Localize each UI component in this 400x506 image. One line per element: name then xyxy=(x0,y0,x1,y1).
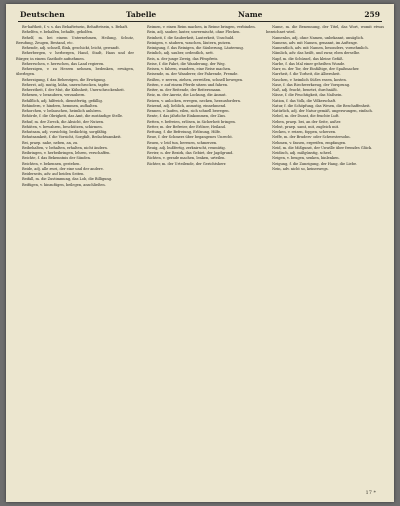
dictionary-entry: Nein, adv. nicht so, keineswegs. xyxy=(272,166,329,171)
dictionary-entry: Neigen, v. beugen, senken, hinlenken. xyxy=(272,156,340,161)
dictionary-entry: Behelf, m. bei einem Unternehmen, Heilung, Schutz, Berufung, Zeugen, Bestand, etc. xyxy=(16,35,134,45)
dictionary-entry: Reinigen, v. säubern, waschen, läutern, putzen. xyxy=(147,40,232,45)
dictionary-entry: Reinigung, f. das Reinigen, die Säuberung, Läuterung. xyxy=(147,46,244,50)
dictionary-entry: Nehmen, v. fassen, ergreifen, empfangen. xyxy=(272,140,347,145)
running-header xyxy=(16,8,384,22)
dictionary-entry: Neidisch, adj. mißgünstig, scheel. xyxy=(272,151,333,155)
dictionary-entry: Nebst, praep. samt, mit, zugleich mit. xyxy=(272,124,340,129)
dictionary-entry: Reisen, v. fahren, wandern, eine Reise machen. xyxy=(147,67,232,71)
dictionary-entry: Beherztheit, f. der Mut, die Kühnheit, Unerschrockenheit. xyxy=(22,88,125,92)
dictionary-entry: Bei, praep. nahe, neben, an, zu. xyxy=(22,140,79,145)
dictionary-page xyxy=(6,4,394,502)
dictionary-entry: Beichten, v. bekennen, gestehen. xyxy=(22,161,81,166)
dictionary-entry: Behexen, v. bezaubern, verzaubern. xyxy=(22,93,86,98)
dictionary-entry: Behörde, f. die Obrigkeit, das Amt, die zuständige Stelle. xyxy=(22,114,124,119)
dictionary-entry: Beherrschen, v. herrschen, das Land regieren. xyxy=(22,61,105,66)
dictionary-entry: Necken, v. reizen, foppen, scherzen. xyxy=(272,130,337,134)
dictionary-entry: Namentlich, adv. mit Namen, besonders, vornehmlich. xyxy=(272,46,369,50)
dictionary-entry: Beifügen, v. hinzufügen, beilegen, anschließen. xyxy=(22,182,106,187)
dictionary-entry: Narr, m. der Tor, der Einfältige, der Spaßmacher. xyxy=(272,67,360,71)
dictionary-entry: Nebel, m. der Dunst, die feuchte Luft. xyxy=(272,114,340,119)
dictionary-entry: Beichte, f. das Bekenntnis der Sünden. xyxy=(22,156,91,161)
dictionary-entry: Reue, f. der Schmerz über begangenes Unrecht. xyxy=(147,135,233,140)
dictionary-entry: Behüten, v. bewahren, beschützen, schirmen. xyxy=(22,124,103,129)
dictionary-entry: Retten, v. befreien, erlösen, in Sicherheit bringen. xyxy=(147,119,236,124)
dictionary-entry: Neffe, m. der Bruders- oder Schwestersohn. xyxy=(272,135,351,140)
header-rule xyxy=(18,21,382,22)
dictionary-entry: Rettung, f. die Befreiung, Erlösung, Hilfe. xyxy=(147,130,222,134)
dictionary-entry: Reisende, m. der Wanderer, der Fahrende, Fremde. xyxy=(147,72,239,77)
header-center-word-2: Name xyxy=(238,10,263,19)
dictionary-entry: Natürlich, adj. der Natur gemäß, ungezwungen, einfach. xyxy=(272,109,373,113)
dictionary-entry: Beherzt, adj. mutig, kühn, unerschrocken, tapfer. xyxy=(22,82,110,87)
dictionary-entry: Reiten, v. auf einem Pferde sitzen und fahren. xyxy=(147,82,229,87)
dictionary-entry: Reiz, m. der Anreiz, die Lockung, die Anmut. xyxy=(147,93,227,98)
page-number: 259 xyxy=(364,10,380,19)
dictionary-entry: Beibringen, v. herbeibringen, lehren, verschaffen. xyxy=(22,151,111,155)
header-center-word-1: Tabelle xyxy=(126,10,157,19)
dictionary-entry: Beherbergen, v. herbergen, Hand, Stadt, Haus und der Bürger, in einem Gasthofe aufnehmen. xyxy=(16,51,134,61)
dictionary-entry: Napf, m. die Schüssel, das kleine Gefäß. xyxy=(272,56,344,61)
dictionary-entry: Behilflich, adj. hilfreich, dienstfertig, gefällig. xyxy=(22,98,103,103)
dictionary-entry: Neid, m. die Mißgunst, der Unwille über fremdes Glück. xyxy=(272,145,373,150)
dictionary-entry: Reimen, v. einen Reim machen, in Reime bringen, verbinden. xyxy=(147,25,256,29)
dictionary-entry: Behorchen, v. belauschen, heimlich anhören. xyxy=(22,109,102,113)
dictionary-entry: Beide, adj. alle zwei, der eine und der andere. xyxy=(22,166,104,171)
header-left-word: Deutschen xyxy=(20,10,65,19)
dictionary-entry: Revier, n. der Bezirk, das Gebiet, der Jagdgrund. xyxy=(147,151,234,155)
dictionary-entry: Neben, praep. bei, an der Seite, außer. xyxy=(272,119,342,124)
dictionary-entry: Reise, f. die Fahrt, die Wanderung, der Weg. xyxy=(147,61,226,66)
dictionary-entry: Nase, f. das Riechwerkzeug, der Vorsprung. xyxy=(272,82,351,87)
dictionary-entry: Reizen, v. anlocken, erregen, necken, herausfordern. xyxy=(147,98,241,103)
dictionary-entry: Reiter, m. der Reitende, der Reitersmann. xyxy=(147,88,222,92)
dictionary-entry: Behelfen, v. behalfen, behalfe, geholfen. xyxy=(22,30,94,35)
text-column-3 xyxy=(266,25,384,493)
dictionary-entry: Neigung, f. die Zuneigung, der Hang, die Liebe. xyxy=(272,161,358,166)
dictionary-entry: Beibehalten, v. behalten, erhalten, nicht ändern. xyxy=(22,145,108,150)
dictionary-entry: Beiderseits, adv. auf beiden Seiten. xyxy=(22,172,85,176)
dictionary-entry: Reizend, adj. lieblich, anmutig, einnehmend. xyxy=(147,103,227,108)
dictionary-entry: Behutsam, adj. vorsichtig, bedächtig, sorgfältig. xyxy=(22,130,108,134)
dictionary-entry: Narrheit, f. die Torheit, die Albernheit. xyxy=(272,72,341,77)
dictionary-entry: Richten, v. gerade machen, lenken, urteilen. xyxy=(147,156,226,161)
dictionary-entry: Behutsamkeit, f. die Vorsicht, Sorgfalt, Bedachtsamkeit. xyxy=(22,135,122,140)
dictionary-entry: Rente, f. das jährliche Einkommen, der Zins. xyxy=(147,114,227,119)
dictionary-entry: Reißen, v. zerren, ziehen, zerreißen, schnell bewegen. xyxy=(147,77,244,82)
dictionary-entry: Naschen, v. heimlich Süßes essen, kosten. xyxy=(272,77,347,82)
dictionary-entry: Be-haftheit, f. v. s. das Behaftetsein, Behaftetsein, s. Behaft. xyxy=(22,25,129,29)
dictionary-entry: Beherzigung, f. das Beherzigen, die Erwägung. xyxy=(22,77,106,82)
dictionary-entry: Naß, adj. feucht, benetzt, durchnäßt. xyxy=(272,88,338,92)
dictionary-entry: Namens, adv. mit Namen, genannt, im Auftrage. xyxy=(272,40,358,45)
dictionary-entry: Beherzigen, v. zu Herzen nehmen, bedenken, erwägen, überlegen. xyxy=(16,67,134,77)
dictionary-entry: Behindern, v. hindern, hemmen, aufhalten. xyxy=(22,103,99,108)
dictionary-entry: Reuig, adj. bußfertig, zerknirscht, reumütig. xyxy=(147,145,226,150)
dictionary-entry: Reuen, v. leid tun, bereuen, schmerzen. xyxy=(147,140,218,145)
dictionary-entry: Narbe, f. das Mal einer geheilten Wunde. xyxy=(272,61,346,66)
dictionary-entry: Reinheit, f. die Sauberkeit, Lauterkeit, Unschuld. xyxy=(147,35,235,40)
signature-mark: 17 * xyxy=(365,490,376,496)
dictionary-entry: Behende, adj. schnell, flink, geschickt, leicht, gewandt. xyxy=(22,46,120,50)
dictionary-entry: Namenlos, adj. ohne Namen, unbekannt, unsäglich. xyxy=(272,35,364,40)
dictionary-entry: Richter, m. der Urteilende, der Gerichtsherr. xyxy=(147,161,227,166)
dictionary-entry: Retter, m. der Befreier, der Erlöser, Heiland. xyxy=(147,124,226,129)
text-column-1 xyxy=(16,25,134,493)
dictionary-entry: Nämlich, adv. das heißt, und zwar, eben derselbe. xyxy=(272,51,361,56)
dictionary-entry: Reinlich, adj. sauber, ordentlich, nett. xyxy=(147,51,214,56)
dictionary-entry: Beifall, m. die Zustimmung, das Lob, die Billigung. xyxy=(22,177,113,182)
dictionary-entry: Behuf, m. der Zweck, die Absicht, der Nutzen. xyxy=(22,119,105,124)
dictionary-entry: Rein, adj. sauber, lauter, unvermischt, ohne Flecken. xyxy=(147,30,241,35)
dictionary-entry: Name, m. die Benennung, der Titel, das Wort, womit etwas bezeichnet wird. xyxy=(266,25,384,35)
dictionary-entry: Nässe, f. die Feuchtigkeit, das Naßsein. xyxy=(272,93,343,98)
dictionary-entry: Natur, f. die Schöpfung, das Wesen, die Beschaffenheit. xyxy=(272,103,371,108)
dictionary-entry: Nation, f. das Volk, die Völkerschaft. xyxy=(272,98,337,103)
text-column-2 xyxy=(141,25,259,493)
dictionary-entry: Reis, n. der junge Zweig, das Pfropfreis. xyxy=(147,56,219,61)
dictionary-entry: Rennen, v. laufen, eilen, sich schnell bewegen. xyxy=(147,109,230,113)
